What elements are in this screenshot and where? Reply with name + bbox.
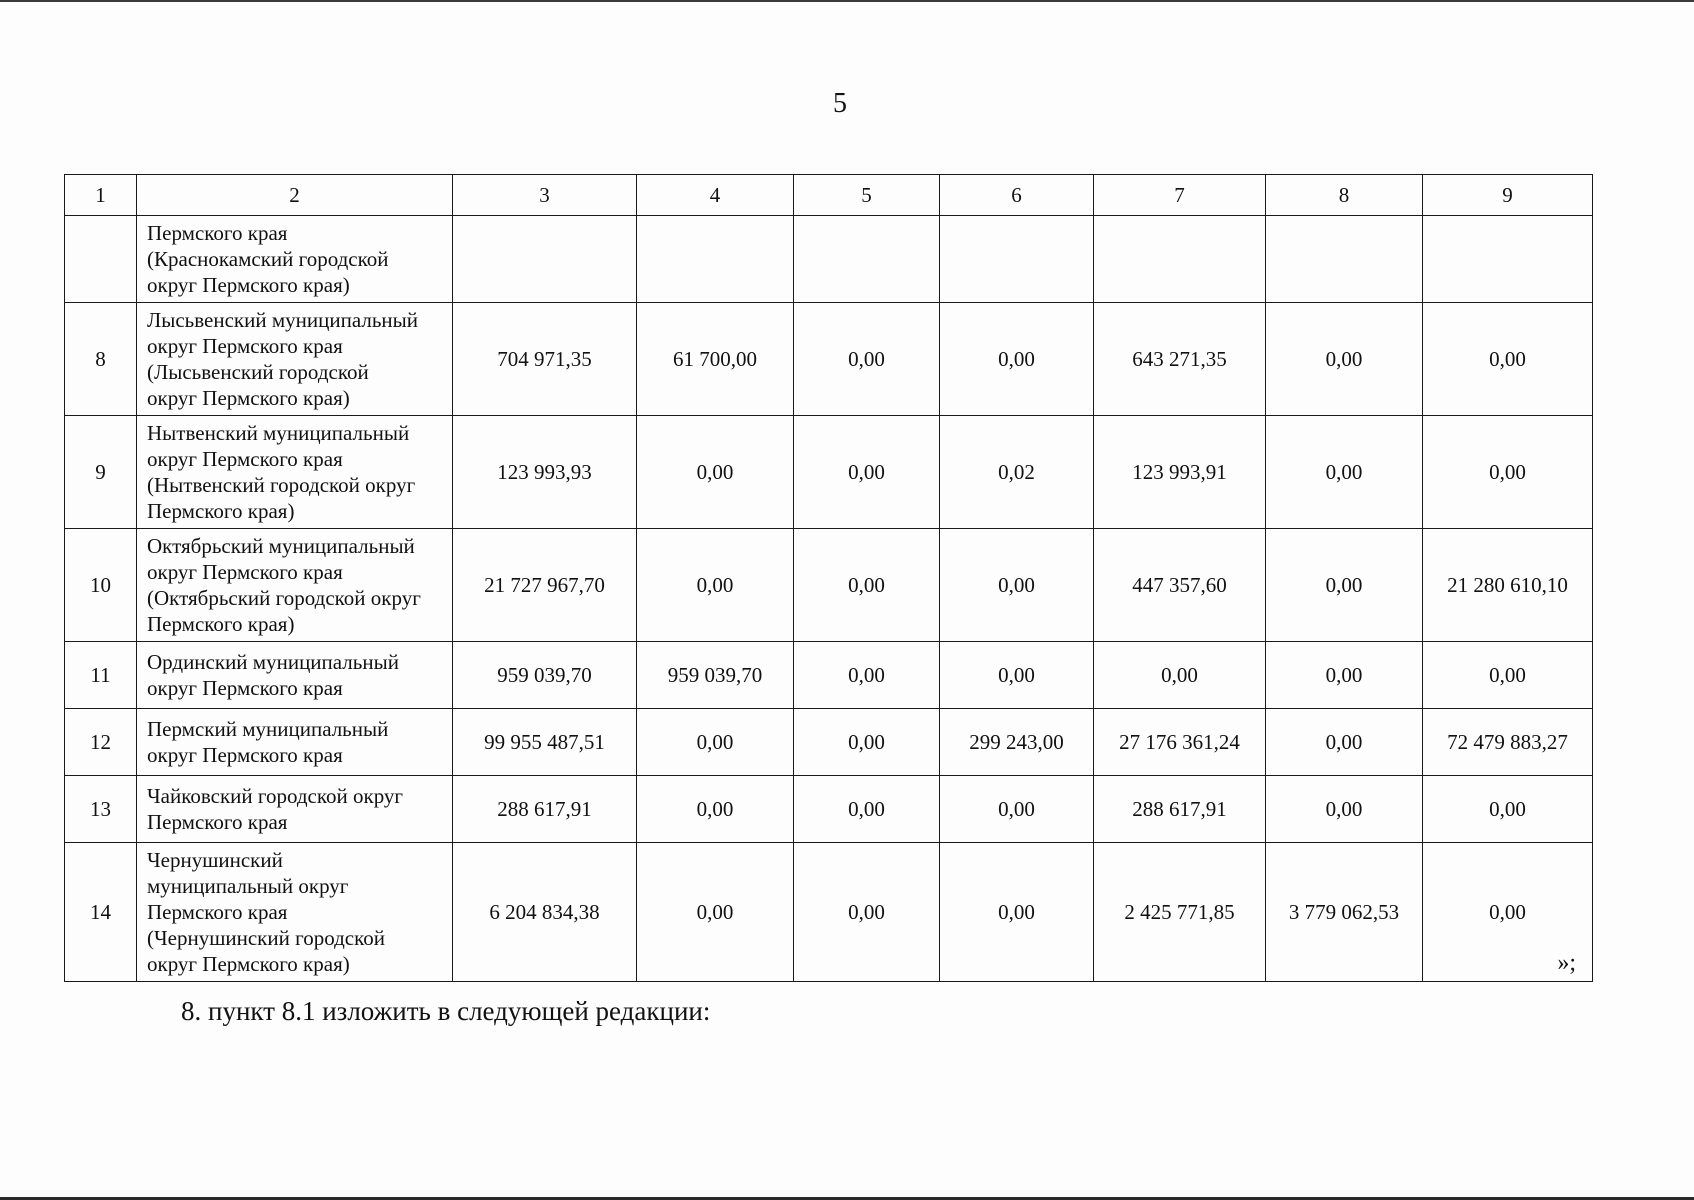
- value-cell-col-9: 0,00: [1423, 642, 1593, 709]
- header-cell-col-8: 8: [1266, 175, 1423, 216]
- value-cell-col-9: 0,00: [1423, 843, 1593, 982]
- value-cell-col-5: [794, 216, 940, 303]
- municipality-name-cell: Нытвенский муниципальный округ Пермского края (Нытвенский городской округ Пермского края): [137, 416, 453, 529]
- value-cell-col-9: 72 479 883,27: [1423, 709, 1593, 776]
- header-cell-col-2: 2: [137, 175, 453, 216]
- value-cell-col-3: [453, 216, 637, 303]
- value-cell-col-9: 0,00: [1423, 776, 1593, 843]
- value-cell-col-4: 0,00: [637, 776, 794, 843]
- value-cell-col-7: 447 357,60: [1094, 529, 1266, 642]
- value-cell-col-4: [637, 216, 794, 303]
- table-body: [65, 175, 1593, 982]
- row-number-cell: [65, 216, 137, 303]
- value-cell-col-6: 0,00: [940, 303, 1094, 416]
- table-row: [65, 216, 1593, 303]
- value-cell-col-7: 2 425 771,85: [1094, 843, 1266, 982]
- header-cell-col-3: 3: [453, 175, 637, 216]
- page-number: 5: [833, 88, 847, 119]
- value-cell-col-5: 0,00: [794, 843, 940, 982]
- value-cell-col-6: 299 243,00: [940, 709, 1094, 776]
- value-cell-col-6: 0,00: [940, 843, 1094, 982]
- amendment-paragraph: 8. пункт 8.1 изложить в следующей редакции:: [181, 996, 711, 1026]
- row-number-cell: 13: [65, 776, 137, 843]
- value-cell-col-3: 959 039,70: [453, 642, 637, 709]
- value-cell-col-9: 21 280 610,10: [1423, 529, 1593, 642]
- header-cell-col-1: 1: [65, 175, 137, 216]
- row-number-cell: 12: [65, 709, 137, 776]
- row-number-cell: 9: [65, 416, 137, 529]
- value-cell-col-5: 0,00: [794, 416, 940, 529]
- header-cell-col-7: 7: [1094, 175, 1266, 216]
- value-cell-col-6: 0,00: [940, 776, 1094, 843]
- row-number-cell: 8: [65, 303, 137, 416]
- value-cell-col-8: 0,00: [1266, 709, 1423, 776]
- row-number-cell: 11: [65, 642, 137, 709]
- value-cell-col-6: [940, 216, 1094, 303]
- municipality-name-cell: Пермского края (Краснокамский городской округ Пермского края): [137, 216, 453, 303]
- value-cell-col-4: 0,00: [637, 529, 794, 642]
- value-cell-col-5: 0,00: [794, 709, 940, 776]
- data-table: [64, 174, 1593, 982]
- value-cell-col-8: 0,00: [1266, 303, 1423, 416]
- value-cell-col-3: 288 617,91: [453, 776, 637, 843]
- value-cell-col-6: 0,00: [940, 642, 1094, 709]
- header-cell-col-6: 6: [940, 175, 1094, 216]
- value-cell-col-4: 0,00: [637, 416, 794, 529]
- value-cell-col-4: 0,00: [637, 709, 794, 776]
- table-row: [65, 642, 1593, 709]
- value-cell-col-8: 0,00: [1266, 776, 1423, 843]
- table-row: [65, 416, 1593, 529]
- value-cell-col-3: 99 955 487,51: [453, 709, 637, 776]
- municipality-name-cell: Чернушинский муниципальный округ Пермского края (Чернушинский городской округ Пермского края): [137, 843, 453, 982]
- row-number-cell: 14: [65, 843, 137, 982]
- value-cell-col-9: 0,00: [1423, 303, 1593, 416]
- value-cell-col-3: 6 204 834,38: [453, 843, 637, 982]
- table-row: [65, 529, 1593, 642]
- value-cell-col-7: [1094, 216, 1266, 303]
- table-container: [64, 174, 1593, 982]
- municipality-name-cell: Чайковский городской округ Пермского края: [137, 776, 453, 843]
- value-cell-col-7: 123 993,91: [1094, 416, 1266, 529]
- value-cell-col-8: 0,00: [1266, 642, 1423, 709]
- header-cell-col-5: 5: [794, 175, 940, 216]
- table-row: [65, 843, 1593, 982]
- value-cell-col-5: 0,00: [794, 529, 940, 642]
- value-cell-col-3: 21 727 967,70: [453, 529, 637, 642]
- value-cell-col-8: [1266, 216, 1423, 303]
- value-cell-col-4: 61 700,00: [637, 303, 794, 416]
- table-row: [65, 709, 1593, 776]
- value-cell-col-3: 123 993,93: [453, 416, 637, 529]
- value-cell-col-5: 0,00: [794, 776, 940, 843]
- table-row: [65, 303, 1593, 416]
- municipality-name-cell: Ординский муниципальный округ Пермского края: [137, 642, 453, 709]
- header-cell-col-9: 9: [1423, 175, 1593, 216]
- closing-quote-mark: »;: [1557, 950, 1576, 976]
- row-number-cell: 10: [65, 529, 137, 642]
- value-cell-col-6: 0,02: [940, 416, 1094, 529]
- value-cell-col-7: 27 176 361,24: [1094, 709, 1266, 776]
- value-cell-col-7: 288 617,91: [1094, 776, 1266, 843]
- value-cell-col-5: 0,00: [794, 303, 940, 416]
- value-cell-col-9: [1423, 216, 1593, 303]
- value-cell-col-4: 0,00: [637, 843, 794, 982]
- municipality-name-cell: Лысьвенский муниципальный округ Пермского края (Лысьвенский городской округ Пермского края): [137, 303, 453, 416]
- value-cell-col-9: 0,00: [1423, 416, 1593, 529]
- value-cell-col-4: 959 039,70: [637, 642, 794, 709]
- value-cell-col-8: 0,00: [1266, 416, 1423, 529]
- value-cell-col-5: 0,00: [794, 642, 940, 709]
- header-cell-col-4: 4: [637, 175, 794, 216]
- value-cell-col-6: 0,00: [940, 529, 1094, 642]
- header-row: [65, 175, 1593, 216]
- municipality-name-cell: Октябрьский муниципальный округ Пермского края (Октябрьский городской округ Пермского края): [137, 529, 453, 642]
- value-cell-col-7: 643 271,35: [1094, 303, 1266, 416]
- table-row: [65, 776, 1593, 843]
- municipality-name-cell: Пермский муниципальный округ Пермского края: [137, 709, 453, 776]
- scan-top-edge: [0, 0, 1694, 2]
- value-cell-col-3: 704 971,35: [453, 303, 637, 416]
- value-cell-col-7: 0,00: [1094, 642, 1266, 709]
- value-cell-col-8: 3 779 062,53: [1266, 843, 1423, 982]
- value-cell-col-8: 0,00: [1266, 529, 1423, 642]
